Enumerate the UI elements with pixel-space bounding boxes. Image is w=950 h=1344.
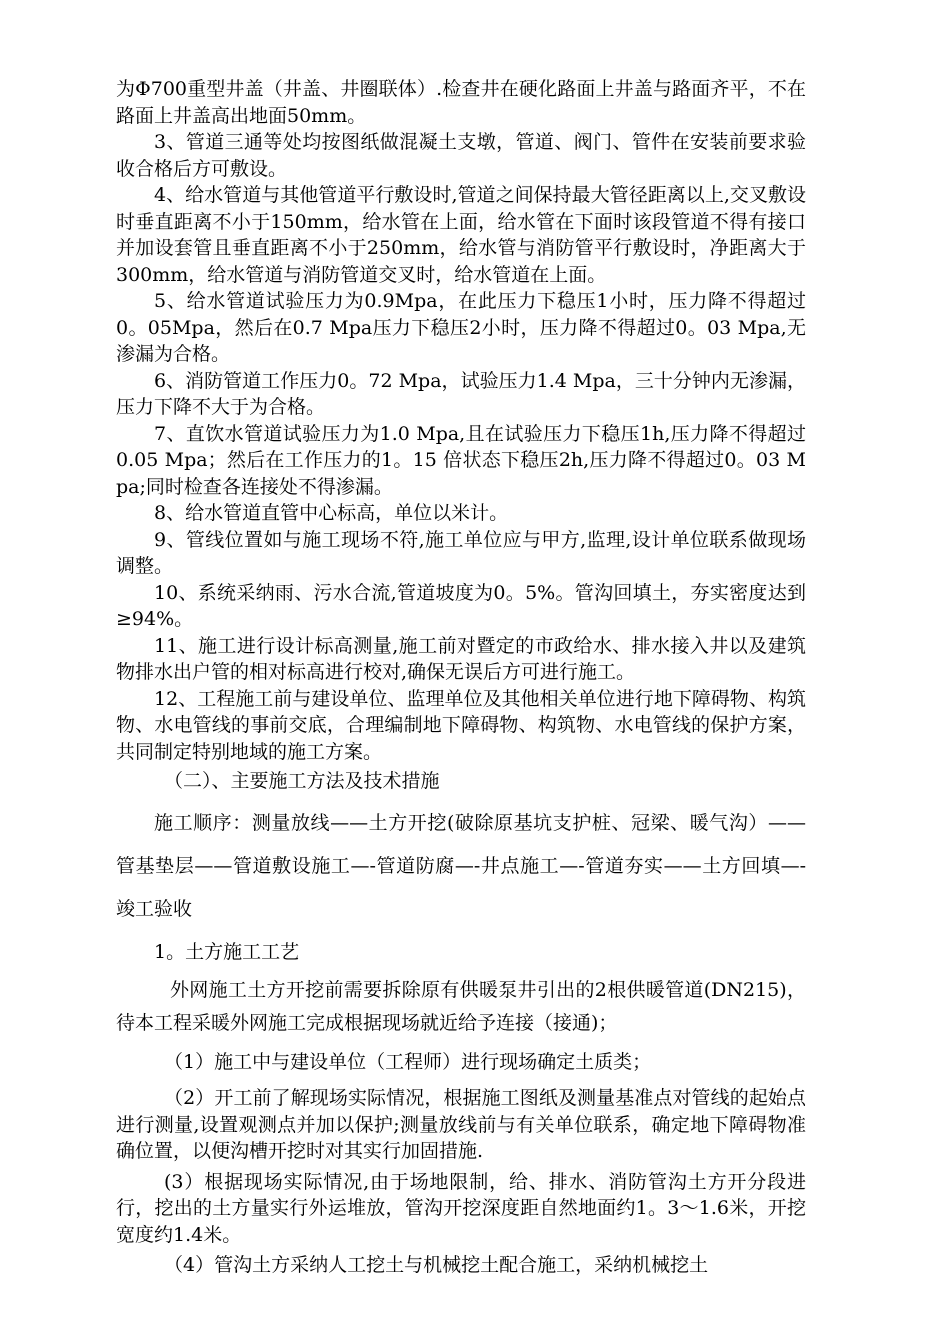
document-page: [116, 76, 806, 1279]
paragraph-item-12: 12、工程施工前与建设单位、监理单位及其他相关单位进行地下障碍物、构筑物、水电管线的事前交底，合理编制地下障碍物、构筑物、水电管线的保护方案，共同制定特别地域的施工方案。: [116, 687, 806, 763]
construction-sequence: 施工顺序：测量放线——土方开挖(破除原基坑支护桩、冠梁、暖气沟）——管基垫层——管道敷设施工—-管道防腐—-井点施工—-管道夯实——土方回填—-竣工验收: [116, 812, 806, 920]
paragraph-item-11: 11、施工进行设计标高测量,施工前对暨定的市政给水、排水接入井以及建筑物排水出户管的相对标高进行校对,确保无误后方可进行施工。: [116, 634, 806, 683]
section-heading-methods: （二）、主要施工方法及技术措施: [164, 770, 440, 792]
earthwork-intro: 外网施工土方开挖前需要拆除原有供暖泵井引出的2根供暖管道(DN215)，待本工程采暖外网施工完成根据现场就近给予连接（接通)；: [116, 979, 806, 1034]
paragraph-item-3: 3、管道三通等处均按图纸做混凝土支墩，管道、阀门、管件在安装前要求验收合格后方可敷设。: [116, 131, 806, 180]
earthwork-item-1: （1）施工中与建设单位（工程师）进行现场确定土质类；: [164, 1051, 652, 1073]
earthwork-item-4: （4）管沟土方采纳人工挖土与机械挖土配合施工，采纳机械挖土: [164, 1254, 709, 1276]
paragraph-item-10: 10、系统采纳雨、污水合流,管道坡度为0。5%。管沟回填土，夯实密度达到≥94%。: [116, 581, 806, 630]
earthwork-item-3: (3）根据现场实际情况,由于场地限制，给、排水、消防管沟土方开分段进行，挖出的土方量实行外运堆放，管沟开挖深度距自然地面约1。3～1.6米，开挖宽度约1.4米。: [116, 1170, 806, 1246]
earthwork-item-2: （2）开工前了解现场实际情况，根据施工图纸及测量基准点对管线的起始点进行测量,设置观测点并加以保护;测量放线前与有关单位联系，确定地下障碍物准确位置，以便沟槽开挖时对其实行加固措施.: [116, 1087, 806, 1162]
paragraph-item-5: 5、给水管道试验压力为0.9Mpa，在此压力下稳压1小时，压力降不得超过0。05Mpa，然后在0.7 Mpa压力下稳压2小时，压力降不得超过0。03 Mpa,无渗漏为合格。: [116, 290, 806, 365]
paragraph-item-6: 6、消防管道工作压力0。72 Mpa，试验压力1.4 Mpa，三十分钟内无渗漏，压力下降不大于为合格。: [116, 369, 806, 418]
paragraph-item-9: 9、管线位置如与施工现场不符,施工单位应与甲方,监理,设计单位联系做现场调整。: [116, 528, 806, 577]
paragraph-item-4: 4、给水管道与其他管道平行敷设时,管道之间保持最大管径距离以上,交叉敷设时垂直距离不小于150mm，给水管在上面，给水管在下面时该段管道不得有接口并加设套管且垂直距离不小于250mm，给水管与消防管平行敷设时，净距离大于300mm，给水管道与消防管道交叉时，给水管道在上面。: [116, 184, 806, 286]
paragraph-item-8: 8、给水管道直管中心标高，单位以米计。: [154, 502, 509, 524]
section-heading-earthwork: 1。土方施工工艺: [154, 941, 300, 963]
paragraph-manhole-cover: 为Φ700重型井盖（井盖、井圈联体）.检查井在硬化路面上井盖与路面齐平，不在路面上井盖高出地面50mm。: [116, 78, 806, 127]
paragraph-item-7: 7、直饮水管道试验压力为1.0 Mpa,且在试验压力下稳压1h,压力降不得超过0.05 Mpa；然后在工作压力的1。15 倍状态下稳压2h,压力降不得超过0。03 Mpa;同时检查各连接处不得渗漏。: [116, 422, 806, 498]
